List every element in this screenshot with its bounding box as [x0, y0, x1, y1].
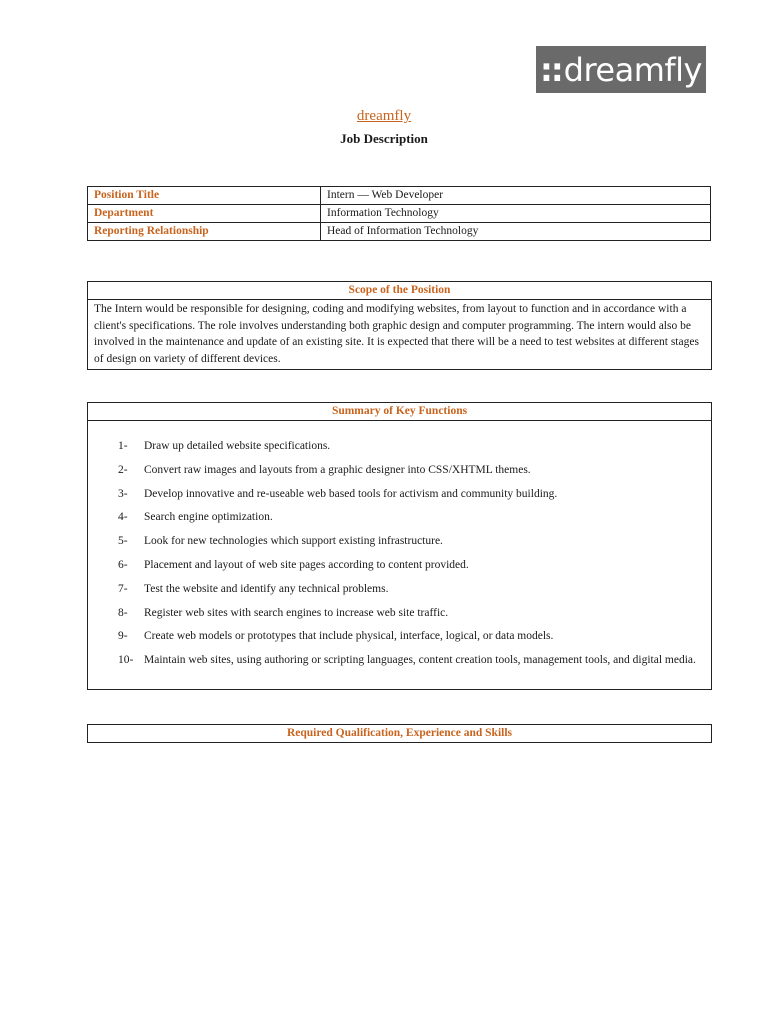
item-number: 5-	[118, 535, 128, 548]
item-text: Draw up detailed website specifications.	[144, 440, 331, 452]
item-text: Develop innovative and re-useable web based tools for activism and community building.	[144, 487, 558, 500]
position-title-value: Intern — Web Developer	[321, 187, 711, 205]
item-text: Search engine optimization.	[144, 511, 273, 524]
position-title-label: Position Title	[88, 187, 321, 205]
list-item	[118, 486, 697, 502]
item-text: Maintain web sites, using authoring or scripting languages, content creation tools, management tools, and digital media.	[144, 654, 696, 667]
item-number: 2-	[118, 463, 128, 476]
scope-heading: Scope of the Position	[88, 282, 711, 300]
department-value: Information Technology	[321, 205, 711, 223]
list-item	[118, 581, 697, 597]
scope-text: The Intern would be responsible for designing, coding and modifying websites, from layout to function and in accordance with a client's specifications. The role involves understanding both graphic design and computer programming. The intern would also be involved in the maintenance and update of an existing site. It is expected that there will be a need to test websites at different stages of design on variety of different devices.	[94, 303, 699, 365]
table-row	[88, 205, 711, 223]
item-text: Convert raw images and layouts from a graphic designer into CSS/XHTML themes.	[144, 463, 531, 476]
table-row	[88, 187, 711, 205]
logo-text: dreamfly	[563, 50, 702, 89]
item-text: Placement and layout of web site pages according to content provided.	[144, 558, 469, 571]
item-text: Register web sites with search engines to increase web site traffic.	[144, 606, 449, 619]
department-label: Department	[88, 205, 321, 223]
list-item	[118, 652, 697, 668]
item-number: 7-	[118, 582, 128, 595]
item-text: Create web models or prototypes that include physical, interface, logical, or data models.	[144, 630, 554, 643]
reporting-relationship-value: Head of Information Technology	[321, 223, 711, 241]
logo-dots: ::	[540, 50, 562, 89]
dreamfly-logo	[536, 46, 706, 93]
table-row	[88, 223, 711, 241]
item-number: 4-	[118, 511, 128, 524]
list-item	[118, 628, 697, 644]
key-functions-list	[88, 421, 711, 668]
item-number: 9-	[118, 630, 128, 643]
requirements-heading: Required Qualification, Experience and Skills	[286, 727, 513, 739]
item-text: Test the website and identify any technical problems.	[144, 582, 389, 595]
item-number: 10-	[118, 654, 134, 667]
requirements-section	[87, 724, 712, 743]
list-item	[118, 509, 697, 525]
scope-section	[87, 281, 712, 370]
list-item	[118, 605, 697, 621]
list-item	[118, 462, 697, 478]
item-text: Look for new technologies which support existing infrastructure.	[144, 535, 443, 548]
list-item	[118, 557, 697, 573]
reporting-relationship-label: Reporting Relationship	[88, 223, 321, 241]
position-info-table	[87, 186, 711, 241]
item-number: 1-	[118, 440, 128, 452]
item-number: 6-	[118, 558, 128, 571]
item-number: 3-	[118, 487, 128, 500]
list-item	[118, 438, 697, 454]
item-number: 8-	[118, 606, 128, 619]
key-functions-heading: Summary of Key Functions	[88, 403, 711, 421]
brand-name: dreamfly	[356, 108, 412, 124]
document-title: Job Description	[340, 131, 428, 146]
key-functions-section	[87, 402, 712, 690]
list-item	[118, 533, 697, 549]
